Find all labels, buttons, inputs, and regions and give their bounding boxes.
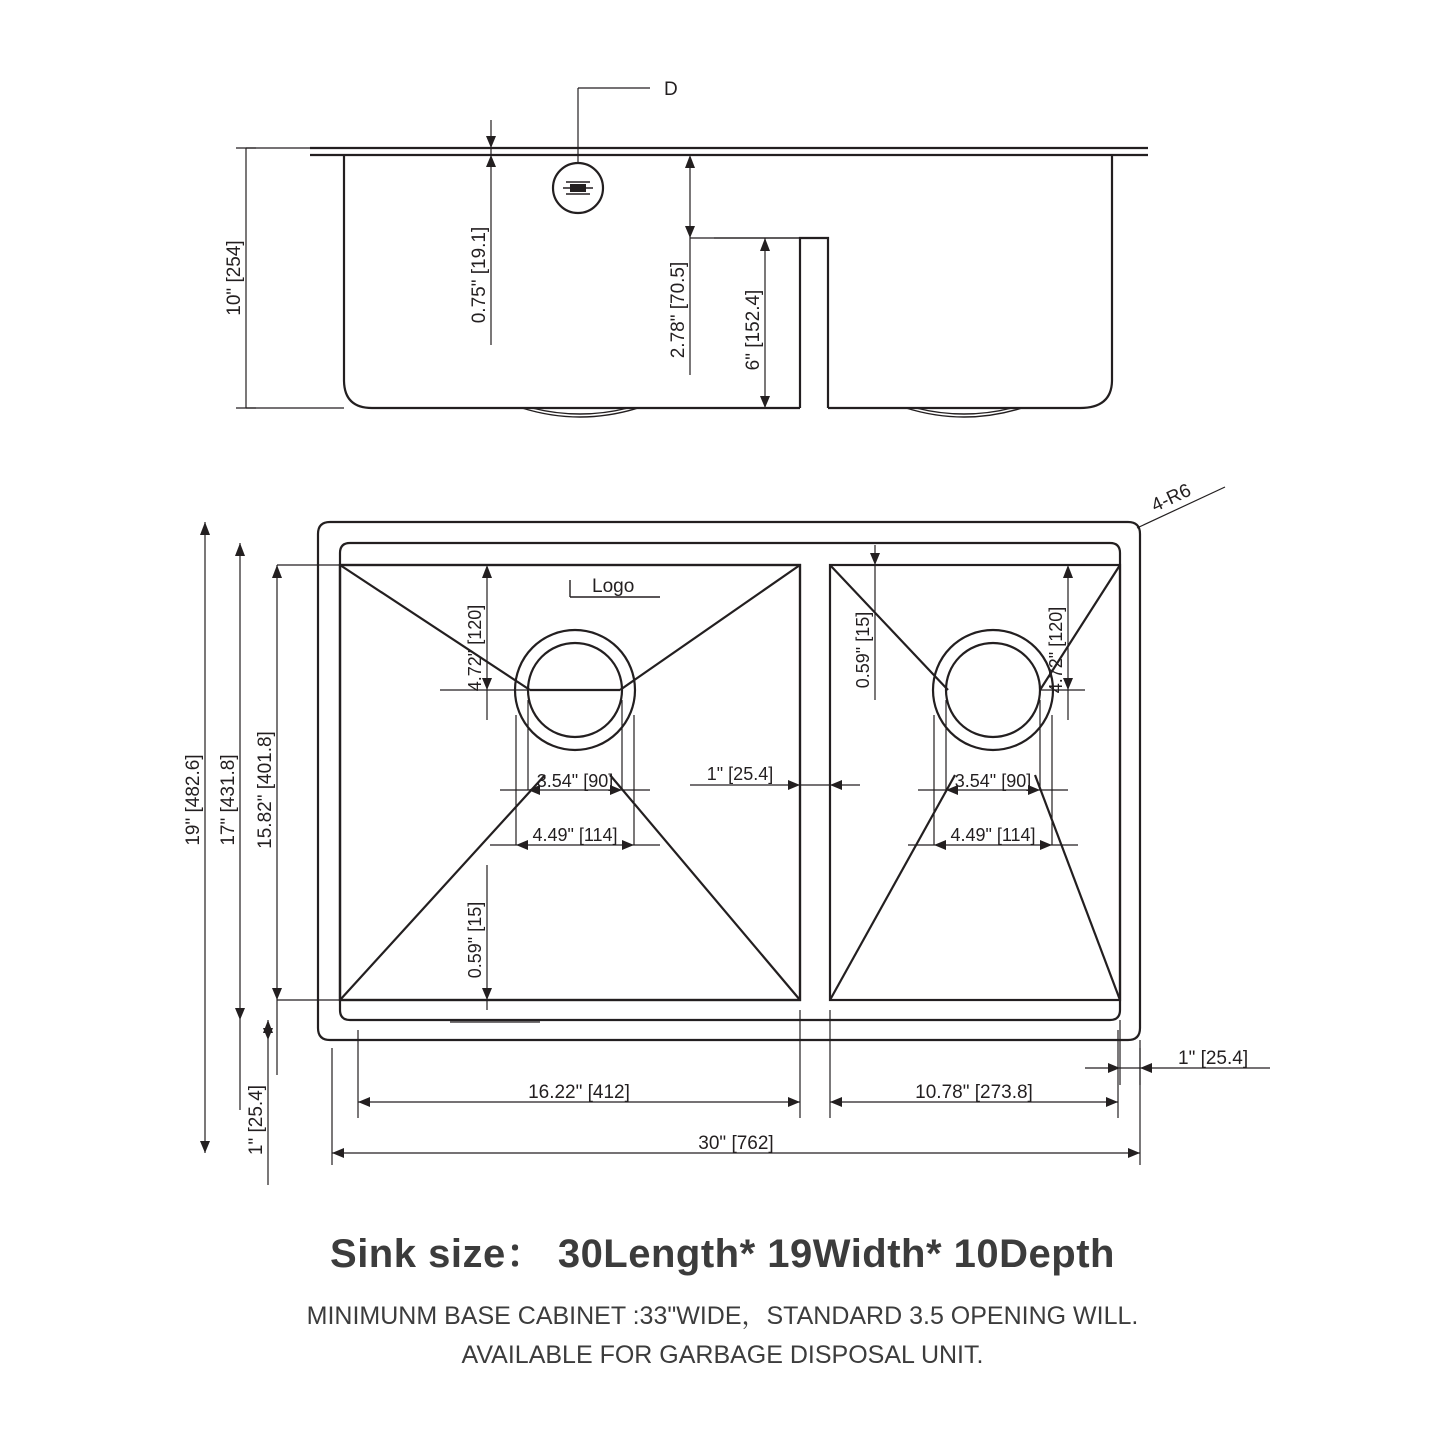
dim-drain-left-outer-label: 4.49" [114] [532,825,618,845]
dim-rim-left-label: 1" [25.4] [246,1084,267,1156]
dim-drain-right-outer-label: 4.49" [114] [950,825,1036,845]
caption-disposal-note: AVAILABLE FOR GARBAGE DISPOSAL UNIT. [461,1341,984,1369]
drain-right [933,630,1053,750]
dim-inner-width-17-label: 17" [431.8] [218,754,239,846]
dim-wall-top-right [845,543,930,700]
dim-lip-label: 0.75" [19.1] [469,226,490,324]
front-view-drain-left [522,408,638,417]
callout-d: D [664,79,678,100]
dim-bowl-right-width-label: 10.78" [273.8] [915,1082,1033,1103]
dim-outer-width-label: 19" [482.6] [183,754,204,846]
dim-rim-right [1085,1020,1270,1085]
dim-divider-low [668,155,800,375]
dim-overall-length-label: 30" [762] [698,1133,774,1154]
dim-drain-left-offset-label: 4.72" [120] [465,604,485,692]
corner-radius-label: 4-R6 [1148,480,1195,517]
dim-rim-left [246,1020,273,1185]
dim-drain-right-dia-label: 3.54" [90] [954,771,1032,791]
dim-depth [224,148,344,408]
dim-drain-left-dia [500,700,650,795]
front-view-drain-right [906,408,1022,417]
dim-inner-width-1582 [255,565,340,1075]
dim-inner-width-17 [218,543,245,1110]
top-view [183,480,1270,1185]
dim-wall-bottom-left [450,865,540,1022]
dim-drain-left-dia-label: 3.54" [90] [536,771,614,791]
dim-drain-right-dia [918,700,1068,795]
dim-bowl-left-width [358,1010,800,1118]
logo-mark [570,576,660,597]
dim-lip [469,120,496,345]
dim-inner-width-1582-label: 15.82" [401.8] [255,731,276,849]
dim-drain-left-offset [440,565,530,720]
dim-depth-label: 10" [254] [224,240,245,316]
logo-label: Logo [592,576,635,597]
dim-wall-top-right-label: 0.59" [15] [853,611,873,689]
caption-sink-size: Sink size： 30Length* 19Width* 10Depth [330,1232,1115,1276]
dim-wall-bottom-left-label: 0.59" [15] [465,901,485,979]
dim-bowl-left-width-label: 16.22" [412] [528,1082,630,1103]
dim-drain-right-offset-label: 4.72" [120] [1046,606,1066,694]
dim-overall-length [332,1048,1140,1165]
dim-divider-high [714,238,800,408]
caption-cabinet-note: MINIMUNM BASE CABINET :33"WIDE，STANDARD 3.5 OPENING WILL. [306,1302,1139,1330]
dim-divider-low-label: 2.78" [70.5] [668,261,689,359]
faucet-hole [553,163,603,213]
dim-outer-width [183,522,210,1153]
front-view [224,79,1148,417]
dim-divider-width-label: 1" [25.4] [706,764,774,784]
dim-divider-width [690,700,860,800]
dim-rim-right-label: 1" [25.4] [1178,1048,1249,1069]
dim-divider-high-label: 6" [152.4] [743,289,764,371]
dim-drain-right-offset [1040,565,1085,720]
dim-bowl-right-width [830,1010,1118,1118]
corner-radius-callout [1137,480,1225,528]
